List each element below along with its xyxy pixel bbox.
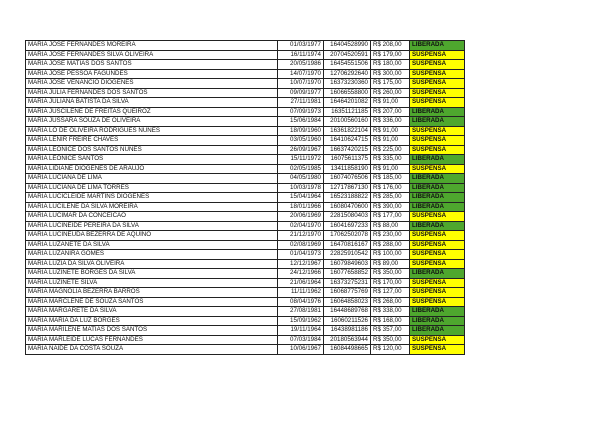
name-cell: MARIA LUCIANA DE LIMA <box>26 174 278 184</box>
table-row <box>26 155 465 165</box>
name-cell: MARIA MARCLENE DE SOUZA SANTOS <box>26 297 278 307</box>
table-body <box>26 41 465 355</box>
value-cell: R$ 180,00 <box>371 60 410 70</box>
number-cell: 20180563944 <box>324 335 371 345</box>
number-cell: 16079849603 <box>324 259 371 269</box>
number-cell: 13411858190 <box>324 164 371 174</box>
number-cell: 16068775769 <box>324 288 371 298</box>
name-cell: MARIA JOSE VENANCIO DIOGENES <box>26 79 278 89</box>
status-cell: SUSPENSA <box>410 50 465 60</box>
number-cell: 16066558800 <box>324 88 371 98</box>
value-cell: R$ 300,00 <box>371 69 410 79</box>
status-cell: LIBERADA <box>410 316 465 326</box>
birth-date-cell: 02/08/1969 <box>278 240 324 250</box>
table-row <box>26 278 465 288</box>
birth-date-cell: 07/03/1984 <box>278 335 324 345</box>
birth-date-cell: 10/03/1978 <box>278 183 324 193</box>
number-cell: 16454551506 <box>324 60 371 70</box>
spreadsheet-table <box>25 40 465 355</box>
number-cell: 16041697233 <box>324 221 371 231</box>
status-cell: SUSPENSA <box>410 288 465 298</box>
birth-date-cell: 10/06/1967 <box>278 345 324 355</box>
status-cell: SUSPENSA <box>410 278 465 288</box>
status-cell: LIBERADA <box>410 117 465 127</box>
birth-date-cell: 19/11/1964 <box>278 326 324 336</box>
table-row <box>26 69 465 79</box>
value-cell: R$ 88,00 <box>371 221 410 231</box>
birth-date-cell: 09/09/1977 <box>278 88 324 98</box>
name-cell: MARIA LUZINETE BORGES DA SILVA <box>26 269 278 279</box>
value-cell: R$ 225,00 <box>371 145 410 155</box>
status-cell: SUSPENSA <box>410 164 465 174</box>
name-cell: MARIA LIDIANE DIOGENES DE ARAUJO <box>26 164 278 174</box>
birth-date-cell: 18/01/1966 <box>278 202 324 212</box>
status-cell: SUSPENSA <box>410 69 465 79</box>
number-cell: 16351121185 <box>324 107 371 117</box>
status-cell: SUSPENSA <box>410 335 465 345</box>
birth-date-cell: 24/12/1966 <box>278 269 324 279</box>
status-cell: LIBERADA <box>410 41 465 51</box>
status-cell: SUSPENSA <box>410 79 465 89</box>
table-row <box>26 50 465 60</box>
value-cell: R$ 168,00 <box>371 316 410 326</box>
value-cell: R$ 260,00 <box>371 88 410 98</box>
number-cell: 12717867130 <box>324 183 371 193</box>
table-row <box>26 240 465 250</box>
number-cell: 16637420215 <box>324 145 371 155</box>
name-cell: MARIA NAIDE DA COSTA SOUZA <box>26 345 278 355</box>
status-cell: SUSPENSA <box>410 60 465 70</box>
table-row <box>26 231 465 241</box>
name-cell: MARIA MARLEIDE LUCAS FERNANDES <box>26 335 278 345</box>
birth-date-cell: 26/09/1967 <box>278 145 324 155</box>
status-cell: SUSPENSA <box>410 88 465 98</box>
table-row <box>26 212 465 222</box>
table-row <box>26 107 465 117</box>
number-cell: 20704520591 <box>324 50 371 60</box>
birth-date-cell: 15/09/1962 <box>278 316 324 326</box>
number-cell: 16060211526 <box>324 316 371 326</box>
birth-date-cell: 12/12/1967 <box>278 259 324 269</box>
birth-date-cell: 21/12/1970 <box>278 231 324 241</box>
value-cell: R$ 357,00 <box>371 326 410 336</box>
number-cell: 22815080403 <box>324 212 371 222</box>
table-row <box>26 41 465 51</box>
status-cell: SUSPENSA <box>410 145 465 155</box>
name-cell: MARIA LUZIA DA SILVA OLIVEIRA <box>26 259 278 269</box>
birth-date-cell: 10/07/1970 <box>278 79 324 89</box>
birth-date-cell: 11/11/1962 <box>278 288 324 298</box>
table-row <box>26 117 465 127</box>
birth-date-cell: 16/11/1974 <box>278 50 324 60</box>
birth-date-cell: 20/05/1986 <box>278 60 324 70</box>
name-cell: MARIA LUCINEUDA BEZERRA DE AQUINO <box>26 231 278 241</box>
number-cell: 16438981186 <box>324 326 371 336</box>
status-cell: SUSPENSA <box>410 231 465 241</box>
value-cell: R$ 208,00 <box>371 41 410 51</box>
birth-date-cell: 15/11/1972 <box>278 155 324 165</box>
birth-date-cell: 18/09/1960 <box>278 126 324 136</box>
table-row <box>26 250 465 260</box>
name-cell: MARIA LUZANIRA GOMES <box>26 250 278 260</box>
number-cell: 22825910542 <box>324 250 371 260</box>
number-cell: 16470816167 <box>324 240 371 250</box>
name-cell: MARIA LUZINETE SILVA <box>26 278 278 288</box>
value-cell: R$ 230,00 <box>371 231 410 241</box>
birth-date-cell: 02/04/1970 <box>278 221 324 231</box>
status-cell: SUSPENSA <box>410 212 465 222</box>
status-cell: LIBERADA <box>410 174 465 184</box>
birth-date-cell: 15/04/1964 <box>278 193 324 203</box>
table-row <box>26 326 465 336</box>
status-cell: SUSPENSA <box>410 345 465 355</box>
status-cell: LIBERADA <box>410 269 465 279</box>
name-cell: MARIA LEONICE DOS SANTOS NUNES <box>26 145 278 155</box>
birth-date-cell: 14/07/1970 <box>278 69 324 79</box>
value-cell: R$ 268,00 <box>371 297 410 307</box>
value-cell: R$ 185,00 <box>371 174 410 184</box>
name-cell: MARIA LENIR FREIRE CHAVES <box>26 136 278 146</box>
value-cell: R$ 285,00 <box>371 193 410 203</box>
number-cell: 16084498665 <box>324 345 371 355</box>
name-cell: MARIA LEONICE SANTOS <box>26 155 278 165</box>
birth-date-cell: 20/06/1969 <box>278 212 324 222</box>
value-cell: R$ 91,00 <box>371 98 410 108</box>
number-cell: 16373275231 <box>324 278 371 288</box>
name-cell: MARIA LUCILENE DA SILVA MOREIRA <box>26 202 278 212</box>
name-cell: MARIA JOSE FERNANDES SILVA OLIVEIRA <box>26 50 278 60</box>
number-cell: 12706292640 <box>324 69 371 79</box>
name-cell: MARIA LO DE OLIVEIRA RODRIGUES NUNES <box>26 126 278 136</box>
number-cell: 16074076506 <box>324 174 371 184</box>
table-row <box>26 164 465 174</box>
name-cell: MARIA LUCINEIDE PEREIRA DA SILVA <box>26 221 278 231</box>
table-row <box>26 136 465 146</box>
value-cell: R$ 176,00 <box>371 183 410 193</box>
status-cell: LIBERADA <box>410 307 465 317</box>
birth-date-cell: 02/05/1985 <box>278 164 324 174</box>
name-cell: MARIA LUZANETE DA SILVA <box>26 240 278 250</box>
name-cell: MARIA LUCIMAR DA CONCEICAO <box>26 212 278 222</box>
table-row <box>26 307 465 317</box>
name-cell: MARIA JULIANA BATISTA DA SILVA <box>26 98 278 108</box>
table-row <box>26 145 465 155</box>
value-cell: R$ 170,00 <box>371 278 410 288</box>
birth-date-cell: 07/09/1973 <box>278 107 324 117</box>
table-row <box>26 88 465 98</box>
status-cell: SUSPENSA <box>410 136 465 146</box>
table-row <box>26 126 465 136</box>
table-row <box>26 345 465 355</box>
status-cell: LIBERADA <box>410 326 465 336</box>
number-cell: 16077658852 <box>324 269 371 279</box>
status-cell: LIBERADA <box>410 221 465 231</box>
number-cell: 20100560160 <box>324 117 371 127</box>
status-cell: LIBERADA <box>410 155 465 165</box>
value-cell: R$ 350,00 <box>371 335 410 345</box>
table-row <box>26 60 465 70</box>
status-cell: SUSPENSA <box>410 297 465 307</box>
table-row <box>26 183 465 193</box>
value-cell: R$ 89,00 <box>371 259 410 269</box>
value-cell: R$ 179,00 <box>371 50 410 60</box>
birth-date-cell: 27/08/1981 <box>278 307 324 317</box>
status-cell: SUSPENSA <box>410 126 465 136</box>
name-cell: MARIA JULIA FERNANDES DOS SANTOS <box>26 88 278 98</box>
name-cell: MARIA JUSCILENE DE FREITAS QUEIROZ <box>26 107 278 117</box>
value-cell: R$ 338,00 <box>371 307 410 317</box>
table-row <box>26 335 465 345</box>
name-cell: MARIA MARIA DA LUZ BORGES <box>26 316 278 326</box>
name-cell: MARIA LUCICLEIDE MARTINS DIOGENES <box>26 193 278 203</box>
name-cell: MARIA JOSE MATIAS DOS SANTOS <box>26 60 278 70</box>
number-cell: 16373230360 <box>324 79 371 89</box>
table-row <box>26 202 465 212</box>
number-cell: 16075611375 <box>324 155 371 165</box>
name-cell: MARIA MARILENE MATIAS DOS SANTOS <box>26 326 278 336</box>
value-cell: R$ 207,00 <box>371 107 410 117</box>
status-cell: SUSPENSA <box>410 259 465 269</box>
status-cell: SUSPENSA <box>410 98 465 108</box>
table-row <box>26 98 465 108</box>
status-cell: LIBERADA <box>410 193 465 203</box>
number-cell: 16464201082 <box>324 98 371 108</box>
number-cell: 16404528990 <box>324 41 371 51</box>
number-cell: 16064858023 <box>324 297 371 307</box>
name-cell: MARIA MARGARETE DA SILVA <box>26 307 278 317</box>
table-row <box>26 316 465 326</box>
table-row <box>26 297 465 307</box>
table-row <box>26 269 465 279</box>
value-cell: R$ 350,00 <box>371 269 410 279</box>
birth-date-cell: 03/05/1960 <box>278 136 324 146</box>
table-row <box>26 259 465 269</box>
value-cell: R$ 335,00 <box>371 155 410 165</box>
table-row <box>26 79 465 89</box>
name-cell: MARIA JOSE FERNANDES MOREIRA <box>26 41 278 51</box>
table-row <box>26 193 465 203</box>
status-cell: SUSPENSA <box>410 240 465 250</box>
value-cell: R$ 100,00 <box>371 250 410 260</box>
status-cell: LIBERADA <box>410 202 465 212</box>
value-cell: R$ 390,00 <box>371 202 410 212</box>
birth-date-cell: 04/05/1980 <box>278 174 324 184</box>
value-cell: R$ 91,00 <box>371 136 410 146</box>
table-row <box>26 221 465 231</box>
value-cell: R$ 91,00 <box>371 126 410 136</box>
number-cell: 16448689768 <box>324 307 371 317</box>
value-cell: R$ 120,00 <box>371 345 410 355</box>
birth-date-cell: 01/04/1973 <box>278 250 324 260</box>
status-cell: LIBERADA <box>410 183 465 193</box>
value-cell: R$ 91,00 <box>371 164 410 174</box>
birth-date-cell: 08/04/1976 <box>278 297 324 307</box>
number-cell: 16361822104 <box>324 126 371 136</box>
table-row <box>26 288 465 298</box>
table-row <box>26 174 465 184</box>
value-cell: R$ 336,00 <box>371 117 410 127</box>
name-cell: MARIA MAGNOLIA BEZERRA BARROS <box>26 288 278 298</box>
value-cell: R$ 288,00 <box>371 240 410 250</box>
status-cell: SUSPENSA <box>410 250 465 260</box>
birth-date-cell: 27/11/1981 <box>278 98 324 108</box>
birth-date-cell: 21/06/1964 <box>278 278 324 288</box>
name-cell: MARIA JOSE PESSOA FAGUNDES <box>26 69 278 79</box>
number-cell: 17062502078 <box>324 231 371 241</box>
number-cell: 16080470600 <box>324 202 371 212</box>
value-cell: R$ 127,00 <box>371 288 410 298</box>
value-cell: R$ 177,00 <box>371 212 410 222</box>
number-cell: 16410624715 <box>324 136 371 146</box>
birth-date-cell: 15/06/1984 <box>278 117 324 127</box>
birth-date-cell: 01/03/1977 <box>278 41 324 51</box>
name-cell: MARIA LUCIANA DE LIMA TORRES <box>26 183 278 193</box>
value-cell: R$ 175,00 <box>371 79 410 89</box>
name-cell: MARIA JUSSARA SOUZA DE OLIVEIRA <box>26 117 278 127</box>
status-cell: LIBERADA <box>410 107 465 117</box>
number-cell: 16523188822 <box>324 193 371 203</box>
